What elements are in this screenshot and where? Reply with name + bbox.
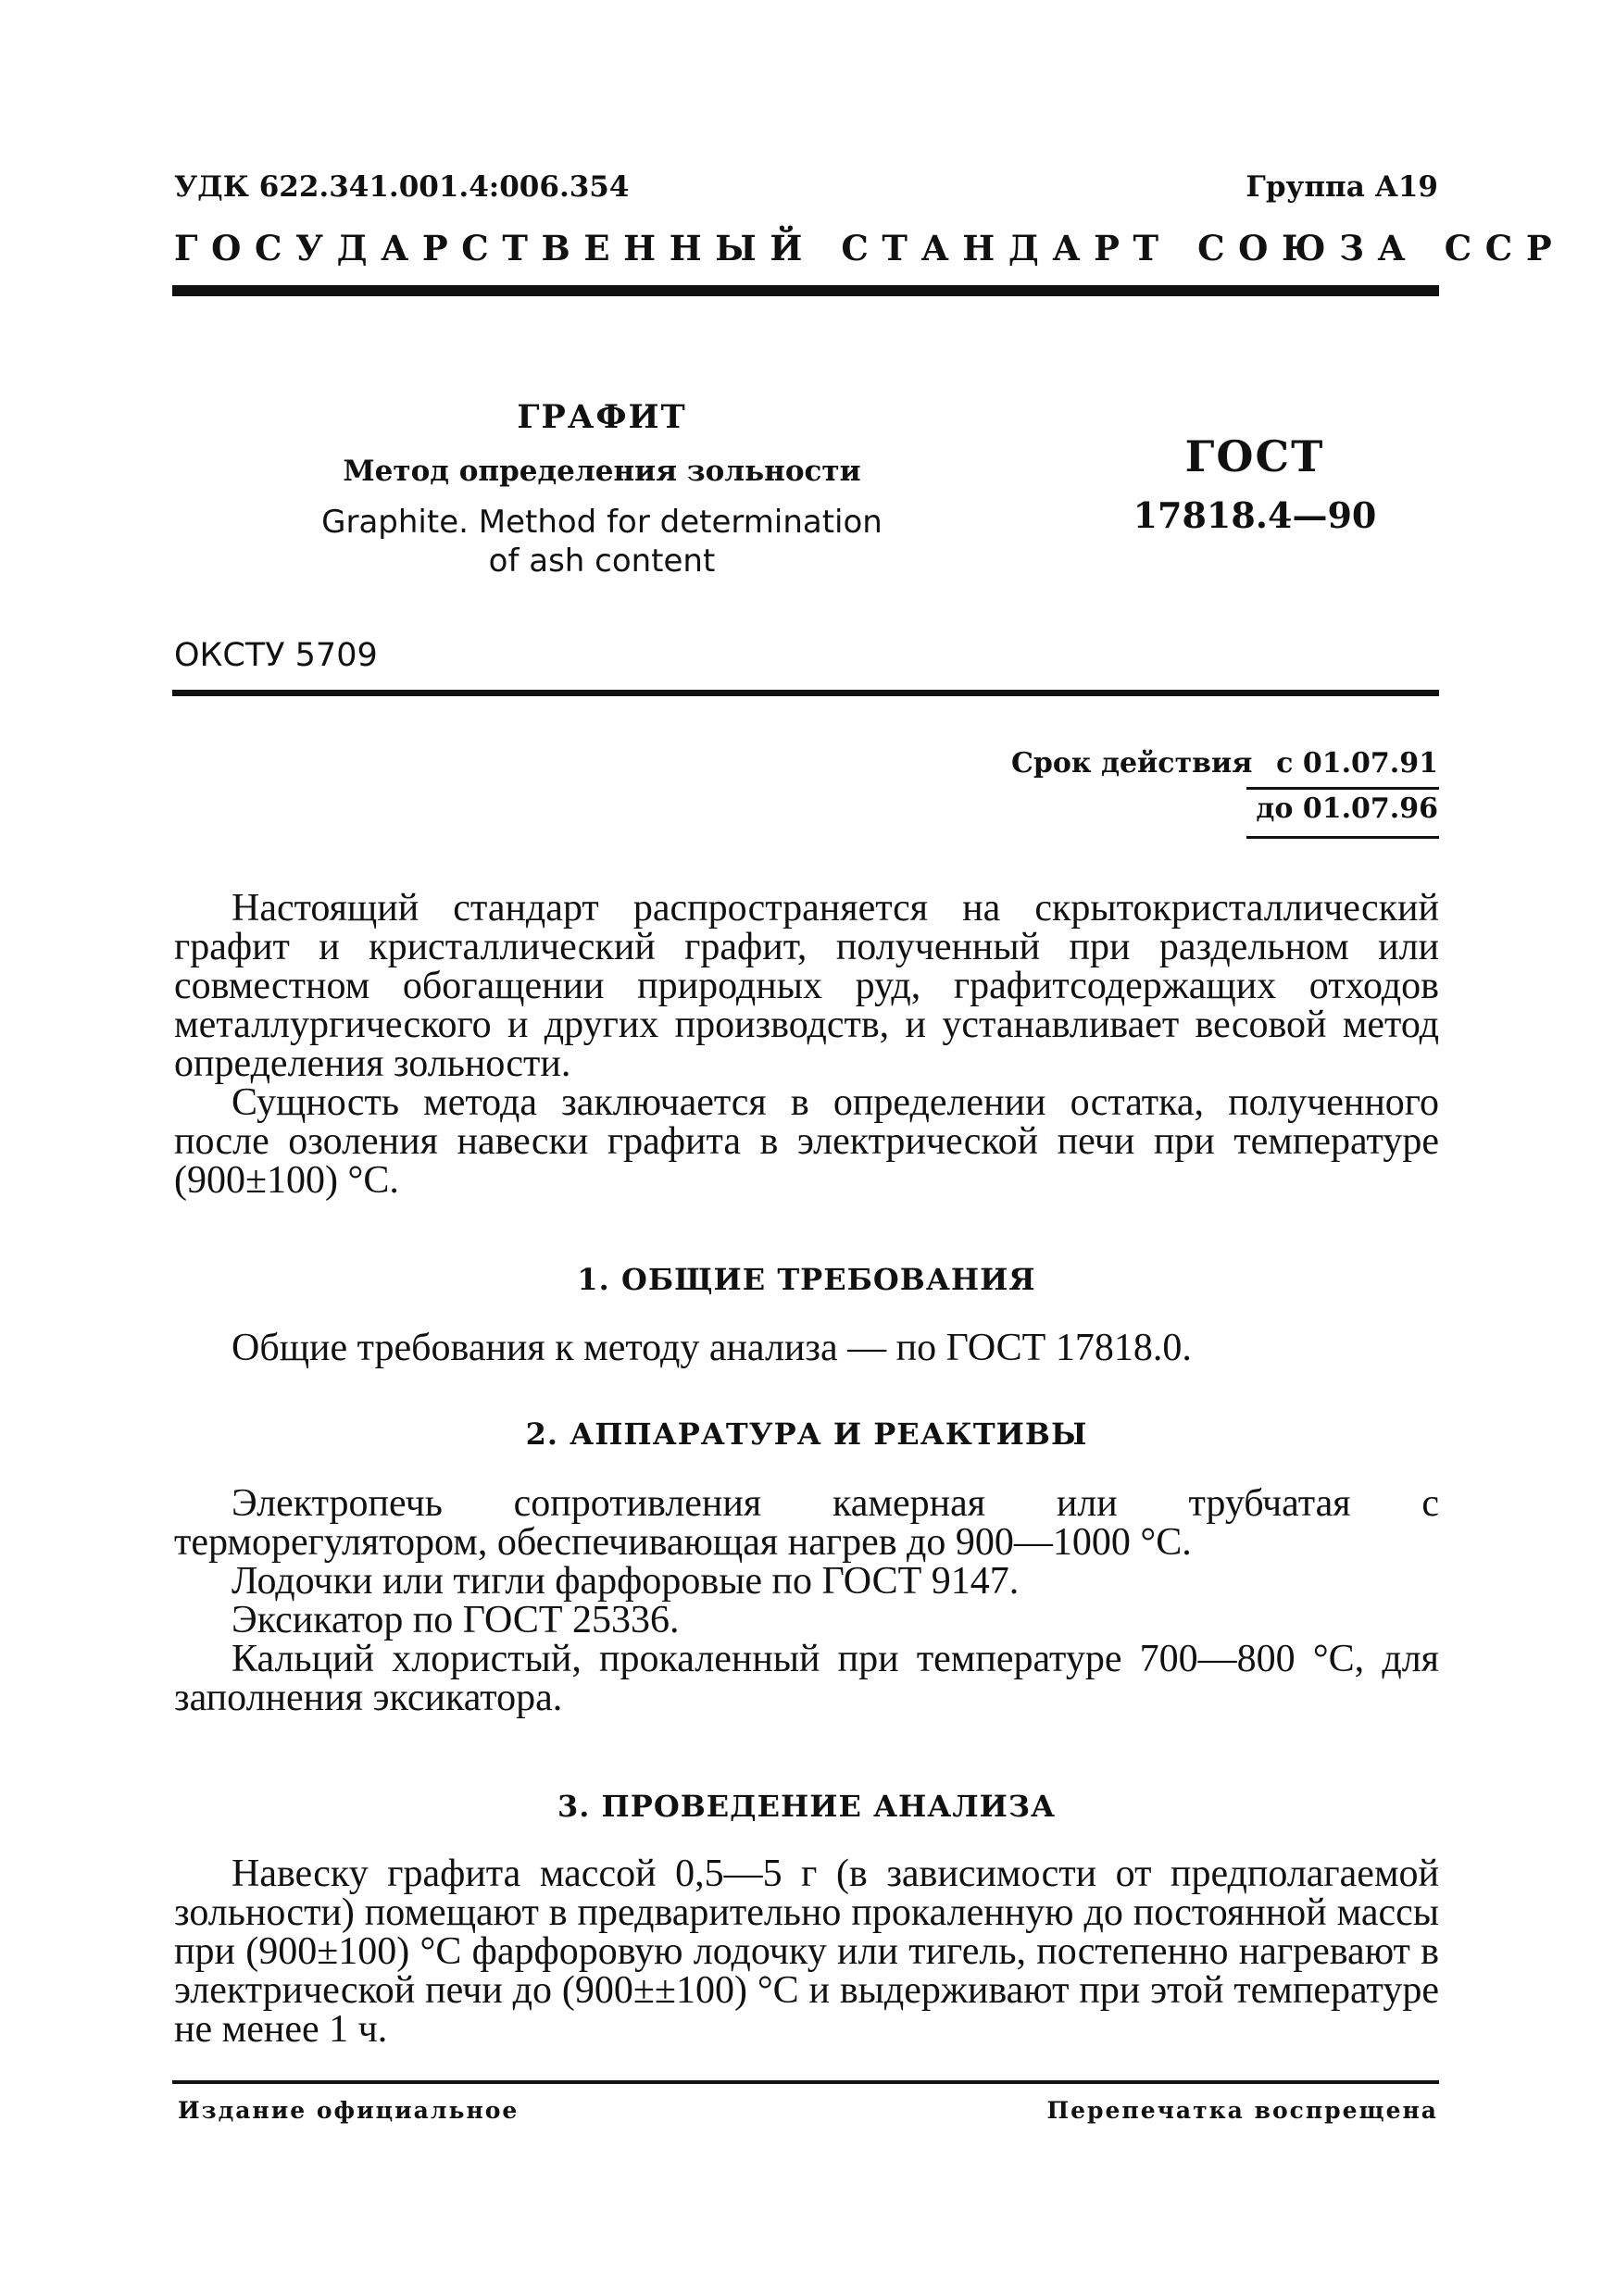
section-3-heading: 3. ПРОВЕДЕНИЕ АНАЛИЗА <box>557 1789 1056 1824</box>
footer-reprint-prohibited: Перепечатка воспрещена <box>1046 2097 1438 2124</box>
validity-label: Срок действия <box>1011 747 1253 780</box>
english-title-line2: of ash content <box>488 543 716 580</box>
intro-paragraph-2: Сущность метода заключается в определении остатка, полученного после озоления навески графита в электрической печи при температуре (900±100) °С. <box>174 1081 1439 1202</box>
footer-official-edition: Издание официальное <box>178 2097 520 2124</box>
intro-paragraph-1: Настоящий стандарт распространяется на скрытокристаллический графит и кристаллический графит, полученный при раздельном или совместном обогащении природных руд, графитсодержащих отходов металлургического и других производств, и устанавливает весовой метод определения зольности. <box>174 887 1439 1085</box>
section-2-body <box>174 1484 1439 1717</box>
section-1-body <box>174 1329 1439 1367</box>
gost-number: 17818.4—90 <box>1133 494 1377 536</box>
equipment-boats: Лодочки или тигли фарфоровые по ГОСТ 9147. <box>232 1560 1020 1603</box>
validity-divider <box>1246 787 1439 790</box>
footer-rule <box>172 2080 1439 2084</box>
title-block <box>306 398 898 580</box>
section-3-body <box>174 1854 1439 2049</box>
document-subtitle: Метод определения зольности <box>343 455 861 488</box>
intro-text <box>174 889 1439 1200</box>
validity-underline <box>1246 836 1439 839</box>
section-1-heading: 1. ОБЩИЕ ТРЕБОВАНИЯ <box>577 1262 1036 1297</box>
udk-code: УДК 622.341.001.4:006.354 <box>174 170 630 204</box>
equipment-desiccator: Эксикатор по ГОСТ 25336. <box>232 1599 680 1641</box>
okstu-code: ОКСТУ 5709 <box>174 637 378 674</box>
gost-block <box>1111 431 1398 536</box>
gost-label: ГОСТ <box>1184 431 1325 481</box>
validity-to: до 01.07.96 <box>1256 792 1438 825</box>
validity-from: с 01.07.91 <box>1276 747 1438 780</box>
reagent-calcium-chloride: Кальций хлористый, прокаленный при температуре 700—800 °С, для заполнения эксикатора. <box>174 1638 1439 1719</box>
banner-thick-rule <box>172 285 1439 296</box>
equipment-furnace: Электропечь сопротивления камерная или трубчатая с терморегулятором, обеспечивающая нагрев до 900—1000 °С. <box>174 1482 1439 1564</box>
state-standard-banner: ГОСУДАРСТВЕННЫЙ СТАНДАРТ СОЮЗА ССР <box>174 228 1566 268</box>
okstu-rule <box>172 690 1439 696</box>
section-3-text: Навеску графита массой 0,5—5 г (в зависимости от предполагаемой зольности) помещают в предварительно прокаленную до постоянной массы при (900±100) °С фарфоровую лодочку или тигель, постепенно нагревают в электрической печи до (900±±100) °С и выдерживают при этой температуре не менее 1 ч. <box>174 1853 1439 2051</box>
document-title: ГРАФИТ <box>517 398 687 436</box>
section-1-text: Общие требования к методу анализа — по ГОСТ 17818.0. <box>232 1327 1192 1369</box>
section-2-heading: 2. АППАРАТУРА И РЕАКТИВЫ <box>525 1416 1088 1452</box>
english-title-line1: Graphite. Method for determination <box>321 504 883 541</box>
group-code: Группа А19 <box>1246 170 1438 204</box>
